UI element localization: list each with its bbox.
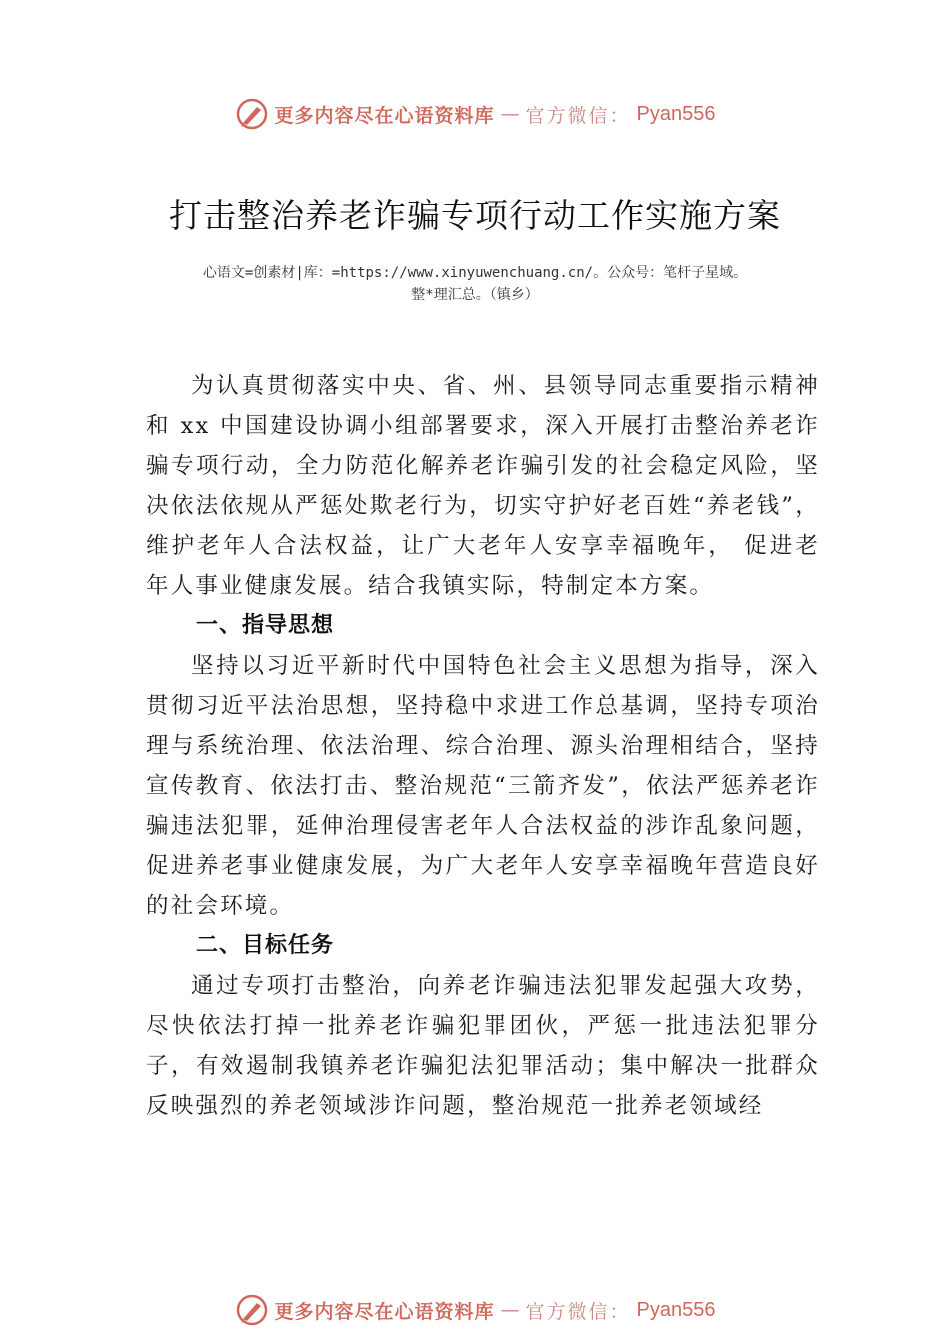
footer-watermark-banner	[0, 1290, 950, 1330]
banner-wechat-id: Pyan556	[636, 102, 716, 125]
banner-wechat-id: Pyan556	[636, 1298, 716, 1321]
source-note	[140, 262, 810, 306]
banner-separator: —	[500, 103, 520, 125]
intro-paragraph: 为认真贯彻落实中央、省、州、县领导同志重要指示精神和 xx 中国建设协调小组部署要求，深入开展打击整治养老诈骗专项行动，全力防范化解养老诈骗引发的社会稳定风险，坚决依法依规从严惩处欺老行为，切实守护好老百姓“养老钱”，维护老年人合法权益，让广大老年人安享幸福晚年， 促进老年人事业健康发展。结合我镇实际，特制定本方案。	[146, 373, 820, 599]
source-line-1: 心语文=创素材|库：=https://www.xinyuwenchuang.cn/。公众号：笔杆子星域。	[202, 265, 748, 281]
banner-separator: —	[500, 1299, 520, 1321]
pen-logo-icon	[235, 97, 269, 131]
guiding-ideology-paragraph: 坚持以习近平新时代中国特色社会主义思想为指导，深入贯彻习近平法治思想，坚持稳中求进工作总基调，坚持专项治理与系统治理、依法治理、综合治理、源头治理相结合，坚持宣传教育、依法打击、整治规范“三箭齐发”，依法严惩养老诈骗违法犯罪，延伸治理侵害老年人合法权益的涉诈乱象问题，促进养老事业健康发展，为广大老年人安享幸福晚年营造良好的社会环境。	[146, 653, 820, 919]
document-title: 打击整治养老诈骗专项行动工作实施方案	[169, 196, 781, 235]
section-heading-goals-tasks: 二、目标任务	[196, 933, 335, 958]
banner-text: 更多内容尽在心语资料库	[274, 104, 495, 127]
header-watermark-banner	[0, 94, 950, 134]
section-heading-guiding-ideology: 一、指导思想	[196, 613, 335, 638]
banner-wechat-label: 官方微信：	[525, 1300, 631, 1323]
goals-tasks-paragraph: 通过专项打击整治，向养老诈骗违法犯罪发起强大攻势，尽快依法打掉一批养老诈骗犯罪团伙，严惩一批违法犯罪分子，有效遏制我镇养老诈骗犯法犯罪活动；集中解决一批群众反映强烈的养老领域涉诈问题，整治规范一批养老领域经	[146, 973, 820, 1119]
banner-text: 更多内容尽在心语资料库	[274, 1300, 495, 1323]
banner-wechat-label: 官方微信：	[525, 104, 631, 127]
source-line-2: 整*理汇总。（镇乡）	[411, 287, 539, 303]
pen-logo-icon	[235, 1293, 269, 1327]
document-body	[146, 366, 820, 1126]
